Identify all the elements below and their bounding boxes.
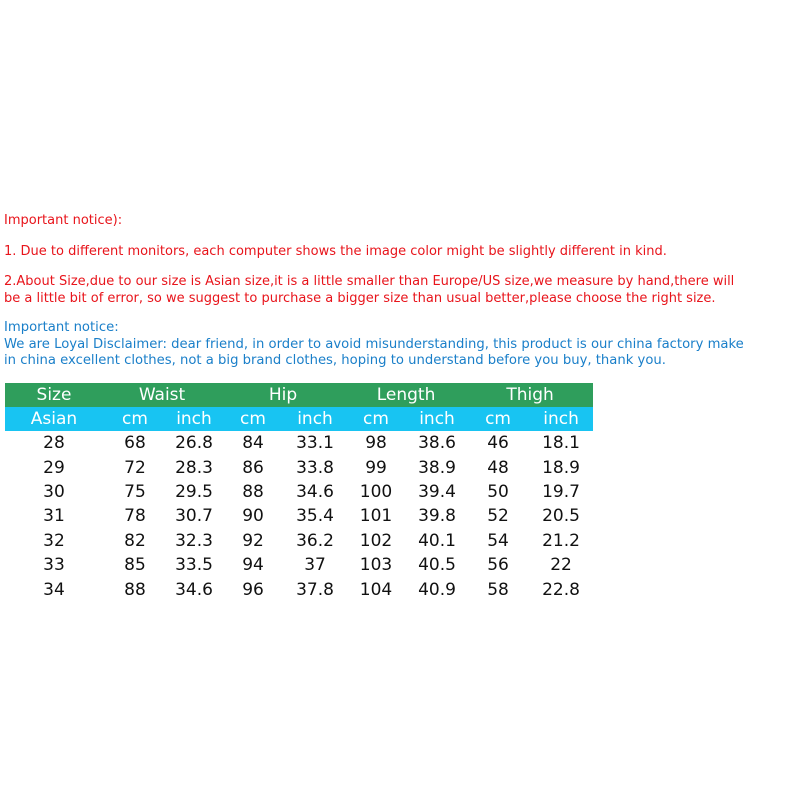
table-cell: 90 (242, 506, 264, 527)
header-size: Size (5, 383, 103, 407)
notice-size-line-2: be a little bit of error, so we suggest to purchase a bigger size than usual better,please choose the right size. (4, 291, 716, 306)
table-cell: 21.2 (542, 530, 580, 551)
table-cell: 103 (359, 555, 393, 576)
table-cell: 29.5 (175, 481, 213, 502)
table-cell: 75 (124, 481, 146, 502)
subheader-unit: cm (221, 407, 285, 431)
table-cell: 88 (242, 481, 264, 502)
table-cell: 28 (43, 433, 65, 454)
table-cell: 32.3 (175, 530, 213, 551)
table-cell: 84 (242, 433, 264, 454)
size-chart-table (5, 383, 593, 602)
table-cell: 33 (43, 555, 65, 576)
table-cell: 40.5 (418, 555, 456, 576)
table-cell: 48 (487, 457, 509, 478)
table-cell: 18.9 (542, 457, 580, 478)
table-cell: 28.3 (175, 457, 213, 478)
subheader-unit: inch (167, 407, 221, 431)
header-hip: Hip (221, 383, 345, 407)
table-cell: 36.2 (296, 530, 334, 551)
table-cell: 31 (43, 506, 65, 527)
table-cell: 33.5 (175, 555, 213, 576)
table-cell: 86 (242, 457, 264, 478)
disclaimer-title: Important notice: (4, 320, 119, 335)
table-cell: 18.1 (542, 433, 580, 454)
table-cell: 40.9 (418, 579, 456, 600)
table-cell: 98 (365, 433, 387, 454)
table-cell: 102 (359, 530, 393, 551)
table-subheader-row (5, 407, 593, 431)
table-cell: 99 (365, 457, 387, 478)
table-cell: 40.1 (418, 530, 456, 551)
table-cell: 101 (359, 506, 393, 527)
subheader-unit: inch (529, 407, 593, 431)
table-row (5, 504, 593, 528)
table-cell: 78 (124, 506, 146, 527)
table-cell: 39.4 (418, 481, 456, 502)
table-row (5, 529, 593, 553)
table-cell: 30 (43, 481, 65, 502)
notice-size-line-1: 2.About Size,due to our size is Asian size,it is a little smaller than Europe/US size,we measure by hand,there will (4, 274, 735, 289)
table-cell: 72 (124, 457, 146, 478)
table-cell: 22.8 (542, 579, 580, 600)
subheader-unit: cm (103, 407, 167, 431)
disclaimer-line-1: We are Loyal Disclaimer: dear friend, in order to avoid misunderstanding, this product is our china factory make (4, 337, 744, 352)
important-notice-title: Important notice): (4, 213, 123, 228)
table-cell: 26.8 (175, 433, 213, 454)
subheader-asian: Asian (5, 407, 103, 431)
table-row (5, 431, 593, 455)
subheader-unit: cm (345, 407, 407, 431)
table-cell: 29 (43, 457, 65, 478)
table-cell: 46 (487, 433, 509, 454)
subheader-unit: inch (407, 407, 467, 431)
table-cell: 20.5 (542, 506, 580, 527)
subheader-unit: inch (285, 407, 345, 431)
disclaimer-line-2: in china excellent clothes, not a big brand clothes, hoping to understand before you buy, thank you. (4, 353, 666, 368)
table-cell: 19.7 (542, 481, 580, 502)
table-cell: 22 (550, 555, 572, 576)
table-header-row (5, 383, 593, 407)
header-thigh: Thigh (467, 383, 593, 407)
table-cell: 85 (124, 555, 146, 576)
table-row (5, 553, 593, 577)
table-cell: 33.1 (296, 433, 334, 454)
header-waist: Waist (103, 383, 221, 407)
table-cell: 54 (487, 530, 509, 551)
table-cell: 100 (359, 481, 393, 502)
table-cell: 34.6 (175, 579, 213, 600)
table-cell: 37.8 (296, 579, 334, 600)
table-cell: 34.6 (296, 481, 334, 502)
table-cell: 82 (124, 530, 146, 551)
table-cell: 32 (43, 530, 65, 551)
table-cell: 92 (242, 530, 264, 551)
table-cell: 38.6 (418, 433, 456, 454)
table-row (5, 577, 593, 601)
table-row (5, 455, 593, 479)
table-cell: 30.7 (175, 506, 213, 527)
table-cell: 39.8 (418, 506, 456, 527)
table-cell: 38.9 (418, 457, 456, 478)
table-cell: 34 (43, 579, 65, 600)
table-cell: 104 (359, 579, 393, 600)
table-cell: 88 (124, 579, 146, 600)
header-length: Length (345, 383, 467, 407)
table-cell: 33.8 (296, 457, 334, 478)
table-cell: 52 (487, 506, 509, 527)
table-cell: 56 (487, 555, 509, 576)
table-cell: 35.4 (296, 506, 334, 527)
table-row (5, 480, 593, 504)
table-cell: 96 (242, 579, 264, 600)
table-body (5, 431, 593, 602)
table-cell: 37 (304, 555, 326, 576)
table-cell: 68 (124, 433, 146, 454)
subheader-unit: cm (467, 407, 529, 431)
table-cell: 50 (487, 481, 509, 502)
table-cell: 58 (487, 579, 509, 600)
table-cell: 94 (242, 555, 264, 576)
notice-monitor-color: 1. Due to different monitors, each computer shows the image color might be slightly different in kind. (4, 244, 667, 259)
